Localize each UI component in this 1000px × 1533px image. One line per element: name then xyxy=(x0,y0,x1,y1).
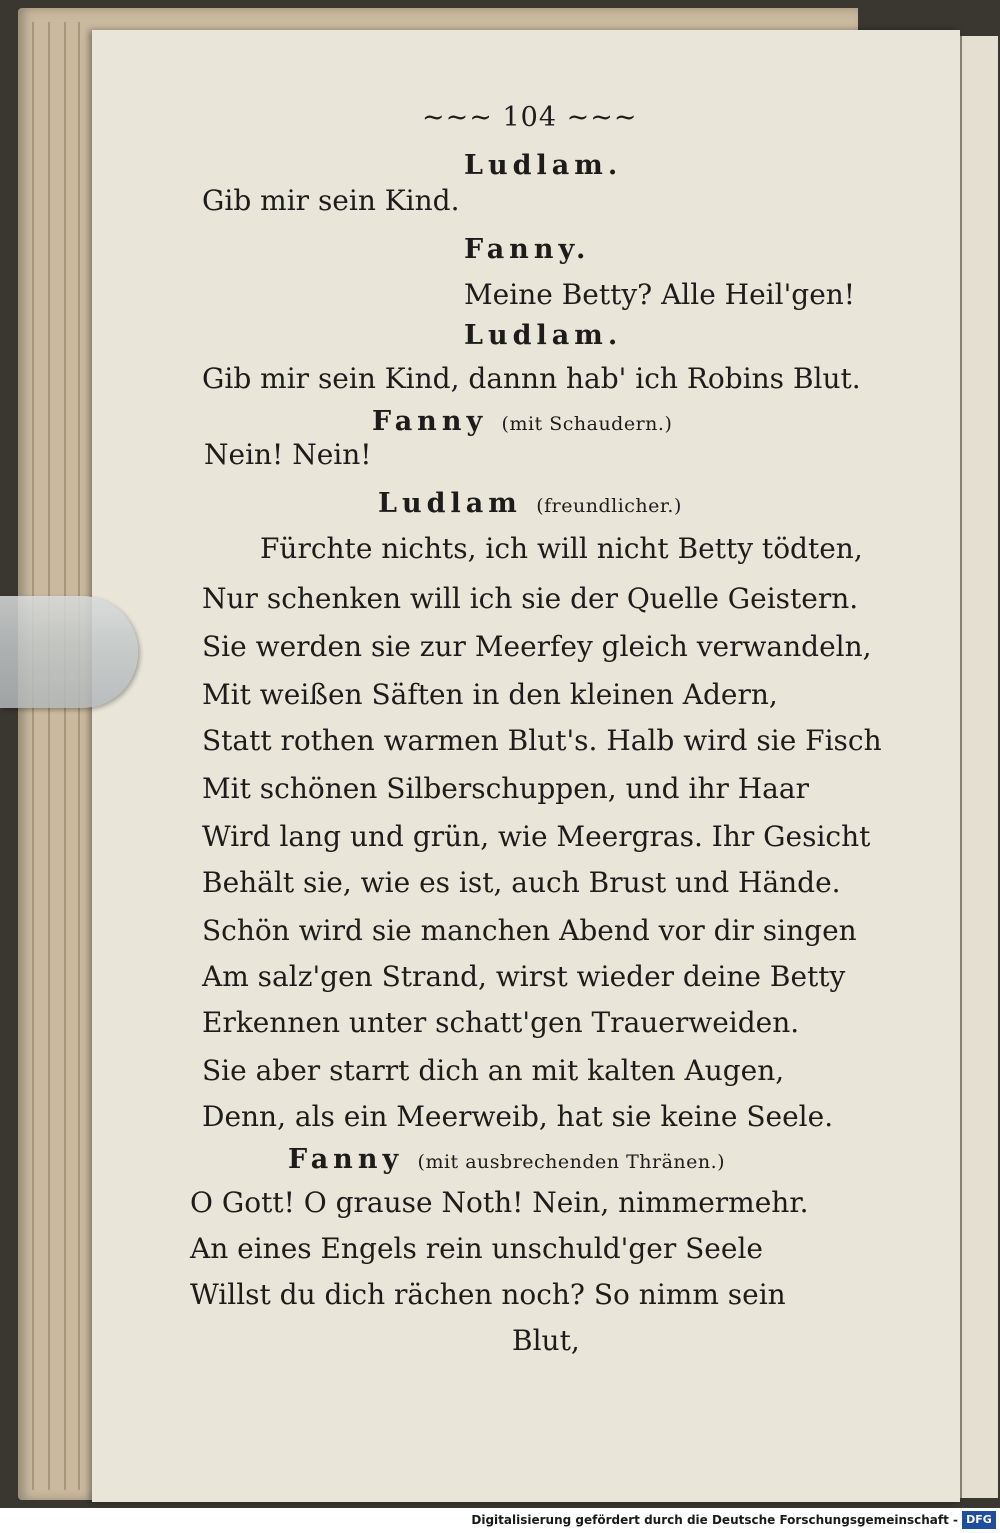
verse-line: Sie werden sie zur Meerfey gleich verwandeln, xyxy=(202,630,872,663)
verse-line: Erkennen unter schatt'gen Trauerweiden. xyxy=(202,1006,800,1039)
speaker-with-stage xyxy=(378,488,682,519)
stage-direction: (mit Schaudern.) xyxy=(501,413,673,435)
speaker-label: Ludlam. xyxy=(464,320,623,351)
footer-credit: Digitalisierung gefördert durch die Deutsche Forschungsgemeinschaft - xyxy=(471,1513,958,1527)
page-edge-line xyxy=(64,22,66,1490)
verse-line: Sie aber starrt dich an mit kalten Augen, xyxy=(202,1054,785,1087)
stage-direction: (freundlicher.) xyxy=(536,495,682,517)
verse-line: Am salz'gen Strand, wirst wieder deine Betty xyxy=(202,960,846,993)
verse-line: Fürchte nichts, ich will nicht Betty tödten, xyxy=(260,532,863,565)
verse-line: Nein! Nein! xyxy=(204,438,372,471)
verse-line: Denn, als ein Meerweib, hat sie keine Seele. xyxy=(202,1100,834,1133)
facing-page-edge xyxy=(960,36,998,1498)
ornament-left: ~~~ xyxy=(422,102,493,133)
verse-line: Meine Betty? Alle Heil'gen! xyxy=(464,278,856,311)
verse-line: Blut, xyxy=(512,1324,580,1357)
verse-line: Mit weißen Säften in den kleinen Adern, xyxy=(202,678,778,711)
speaker-label: Fanny. xyxy=(464,234,591,265)
page-header xyxy=(422,102,638,133)
speaker-label: Ludlam. xyxy=(464,150,623,181)
speaker-with-stage xyxy=(372,406,672,437)
page-edge-line xyxy=(78,22,80,1490)
dfg-logo-icon: DFG xyxy=(962,1511,996,1529)
verse-line: O Gott! O grause Noth! Nein, nimmermehr. xyxy=(190,1186,809,1219)
speaker-name: Fanny xyxy=(288,1144,404,1175)
verse-line: Nur schenken will ich sie der Quelle Geistern. xyxy=(202,582,859,615)
page-edge-line xyxy=(48,22,50,1490)
speaker-name: Fanny xyxy=(372,406,488,437)
verse-line: Gib mir sein Kind. xyxy=(202,184,460,217)
verse-line: Mit schönen Silberschuppen, und ihr Haar xyxy=(202,772,809,805)
stage-direction: (mit ausbrechenden Thränen.) xyxy=(417,1151,726,1173)
page-clip xyxy=(0,596,138,708)
footer-bar xyxy=(0,1508,1000,1533)
verse-line: Wird lang und grün, wie Meergras. Ihr Gesicht xyxy=(202,820,871,853)
verse-line: An eines Engels rein unschuld'ger Seele xyxy=(190,1232,763,1265)
book-page xyxy=(92,30,960,1502)
verse-line: Willst du dich rächen noch? So nimm sein xyxy=(190,1278,786,1311)
ornament-right: ~~~ xyxy=(566,102,638,133)
verse-line: Schön wird sie manchen Abend vor dir singen xyxy=(202,914,857,947)
speaker-name: Ludlam xyxy=(378,488,522,519)
page-edge-line xyxy=(32,22,34,1490)
verse-line: Statt rothen warmen Blut's. Halb wird sie Fisch xyxy=(202,724,882,757)
verse-line: Gib mir sein Kind, dannn hab' ich Robins Blut. xyxy=(202,362,861,395)
page-number: 104 xyxy=(502,102,558,133)
verse-line: Behält sie, wie es ist, auch Brust und Hände. xyxy=(202,866,841,899)
speaker-with-stage xyxy=(288,1144,725,1175)
